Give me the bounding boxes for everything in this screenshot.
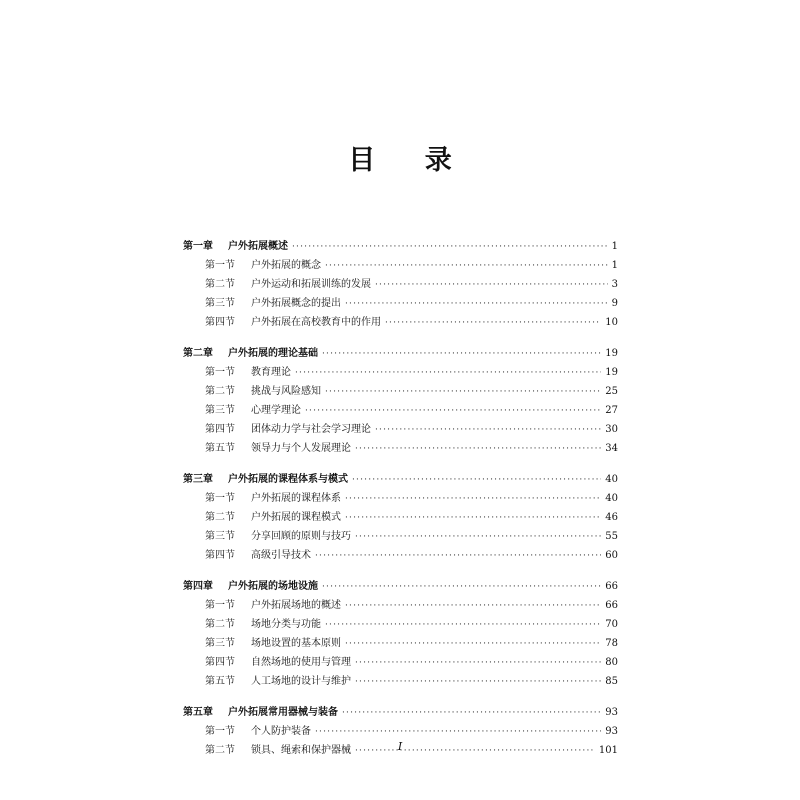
chapter-entry[interactable] bbox=[183, 470, 618, 489]
page-number: 27 bbox=[605, 405, 618, 416]
chapter-label: 第一章 bbox=[183, 241, 213, 252]
section-title: 户外拓展在高校教育中的作用 bbox=[251, 317, 381, 328]
chapter-title: 户外拓展的课程体系与模式 bbox=[228, 474, 348, 485]
section-entry[interactable] bbox=[183, 401, 618, 420]
section-entry[interactable] bbox=[183, 294, 618, 313]
section-label: 第二节 bbox=[205, 386, 235, 397]
section-label: 第三节 bbox=[205, 405, 235, 416]
dot-leader bbox=[325, 257, 608, 276]
section-entry[interactable] bbox=[183, 439, 618, 458]
dot-leader bbox=[375, 276, 608, 295]
section-entry[interactable] bbox=[183, 634, 618, 653]
page-number: 1 bbox=[611, 260, 618, 271]
section-entry[interactable] bbox=[183, 672, 618, 691]
section-label: 第四节 bbox=[205, 424, 235, 435]
section-entry[interactable] bbox=[183, 508, 618, 527]
section-label: 第二节 bbox=[205, 745, 235, 756]
dot-leader bbox=[352, 471, 601, 490]
section-title: 户外拓展的概念 bbox=[251, 260, 321, 271]
section-label: 第二节 bbox=[205, 279, 235, 290]
dot-leader bbox=[322, 345, 601, 364]
dot-leader bbox=[292, 238, 608, 257]
section-entry[interactable] bbox=[183, 546, 618, 565]
section-title: 户外拓展场地的概述 bbox=[251, 600, 341, 611]
page-number: 70 bbox=[605, 619, 618, 630]
page-number: 9 bbox=[611, 298, 618, 309]
section-label: 第一节 bbox=[205, 600, 235, 611]
chapter-label: 第二章 bbox=[183, 348, 213, 359]
chapter-label: 第三章 bbox=[183, 474, 213, 485]
page-number: 30 bbox=[605, 424, 618, 435]
dot-leader bbox=[322, 578, 601, 597]
page-number: 93 bbox=[605, 726, 618, 737]
dot-leader bbox=[355, 528, 601, 547]
page-number: 1 bbox=[611, 241, 618, 252]
page-number: 93 bbox=[605, 707, 618, 718]
page-number: 3 bbox=[611, 279, 618, 290]
page-number: 40 bbox=[605, 493, 618, 504]
page-number: 78 bbox=[605, 638, 618, 649]
page-number: 101 bbox=[598, 745, 618, 756]
dot-leader bbox=[295, 364, 601, 383]
section-title: 户外拓展概念的提出 bbox=[251, 298, 341, 309]
page-number: 40 bbox=[605, 474, 618, 485]
section-label: 第四节 bbox=[205, 657, 235, 668]
chapter-entry[interactable] bbox=[183, 703, 618, 722]
section-title: 教育理论 bbox=[251, 367, 291, 378]
section-title: 户外运动和拓展训练的发展 bbox=[251, 279, 371, 290]
dot-leader bbox=[345, 295, 608, 314]
page-number: 46 bbox=[605, 512, 618, 523]
section-entry[interactable] bbox=[183, 653, 618, 672]
section-entry[interactable] bbox=[183, 615, 618, 634]
section-label: 第三节 bbox=[205, 298, 235, 309]
dot-leader bbox=[325, 383, 601, 402]
dot-leader bbox=[305, 402, 601, 421]
section-label: 第三节 bbox=[205, 638, 235, 649]
section-title: 户外拓展的课程模式 bbox=[251, 512, 341, 523]
section-label: 第五节 bbox=[205, 443, 235, 454]
page-number: 66 bbox=[605, 581, 618, 592]
page-number: 25 bbox=[605, 386, 618, 397]
section-title: 自然场地的使用与管理 bbox=[251, 657, 351, 668]
page-number: 19 bbox=[605, 367, 618, 378]
section-entry[interactable] bbox=[183, 275, 618, 294]
page-number: 85 bbox=[605, 676, 618, 687]
dot-leader bbox=[345, 597, 601, 616]
page-folio: I bbox=[397, 740, 403, 753]
section-title: 场地分类与功能 bbox=[251, 619, 321, 630]
chapter-1 bbox=[183, 237, 618, 332]
section-title: 分享回顾的原则与技巧 bbox=[251, 531, 351, 542]
section-label: 第二节 bbox=[205, 512, 235, 523]
dot-leader bbox=[355, 440, 601, 459]
section-title: 个人防护装备 bbox=[251, 726, 311, 737]
chapter-label: 第四章 bbox=[183, 581, 213, 592]
chapter-title: 户外拓展常用器械与装备 bbox=[228, 707, 338, 718]
section-title: 锁具、绳索和保护器械 bbox=[251, 745, 351, 756]
section-title: 领导力与个人发展理论 bbox=[251, 443, 351, 454]
section-entry[interactable] bbox=[183, 596, 618, 615]
dot-leader bbox=[315, 547, 601, 566]
dot-leader bbox=[355, 673, 601, 692]
section-entry[interactable] bbox=[183, 722, 618, 741]
section-entry[interactable] bbox=[183, 489, 618, 508]
section-label: 第四节 bbox=[205, 550, 235, 561]
page-number: 60 bbox=[605, 550, 618, 561]
section-entry[interactable] bbox=[183, 527, 618, 546]
dot-leader bbox=[345, 490, 601, 509]
chapter-label: 第五章 bbox=[183, 707, 213, 718]
dot-leader bbox=[355, 654, 601, 673]
section-title: 高级引导技术 bbox=[251, 550, 311, 561]
section-label: 第一节 bbox=[205, 367, 235, 378]
page-number: 55 bbox=[605, 531, 618, 542]
section-title: 挑战与风险感知 bbox=[251, 386, 321, 397]
dot-leader bbox=[345, 509, 601, 528]
section-label: 第五节 bbox=[205, 676, 235, 687]
section-entry[interactable] bbox=[183, 382, 618, 401]
chapter-3 bbox=[183, 470, 618, 565]
section-entry[interactable] bbox=[183, 313, 618, 332]
section-title: 团体动力学与社会学习理论 bbox=[251, 424, 371, 435]
table-of-contents bbox=[183, 237, 618, 772]
dot-leader bbox=[345, 635, 601, 654]
page-number: 10 bbox=[605, 317, 618, 328]
section-label: 第一节 bbox=[205, 493, 235, 504]
section-label: 第二节 bbox=[205, 619, 235, 630]
chapter-2 bbox=[183, 344, 618, 458]
section-title: 人工场地的设计与维护 bbox=[251, 676, 351, 687]
section-entry[interactable] bbox=[183, 420, 618, 439]
section-entry[interactable] bbox=[183, 256, 618, 275]
dot-leader bbox=[385, 314, 601, 333]
page-number: 80 bbox=[605, 657, 618, 668]
section-label: 第一节 bbox=[205, 726, 235, 737]
dot-leader bbox=[342, 704, 601, 723]
chapter-4 bbox=[183, 577, 618, 691]
section-label: 第四节 bbox=[205, 317, 235, 328]
chapter-title: 户外拓展概述 bbox=[228, 241, 288, 252]
chapter-entry[interactable] bbox=[183, 344, 618, 363]
section-label: 第三节 bbox=[205, 531, 235, 542]
chapter-entry[interactable] bbox=[183, 237, 618, 256]
section-title: 场地设置的基本原则 bbox=[251, 638, 341, 649]
section-title: 户外拓展的课程体系 bbox=[251, 493, 341, 504]
page-number: 19 bbox=[605, 348, 618, 359]
section-title: 心理学理论 bbox=[251, 405, 301, 416]
chapter-title: 户外拓展的理论基础 bbox=[228, 348, 318, 359]
dot-leader bbox=[325, 616, 601, 635]
chapter-title: 户外拓展的场地设施 bbox=[228, 581, 318, 592]
dot-leader bbox=[375, 421, 601, 440]
chapter-entry[interactable] bbox=[183, 577, 618, 596]
section-entry[interactable] bbox=[183, 363, 618, 382]
page-number: 34 bbox=[605, 443, 618, 454]
page-title: 目 录 bbox=[348, 145, 472, 176]
page-number: 66 bbox=[605, 600, 618, 611]
section-label: 第一节 bbox=[205, 260, 235, 271]
